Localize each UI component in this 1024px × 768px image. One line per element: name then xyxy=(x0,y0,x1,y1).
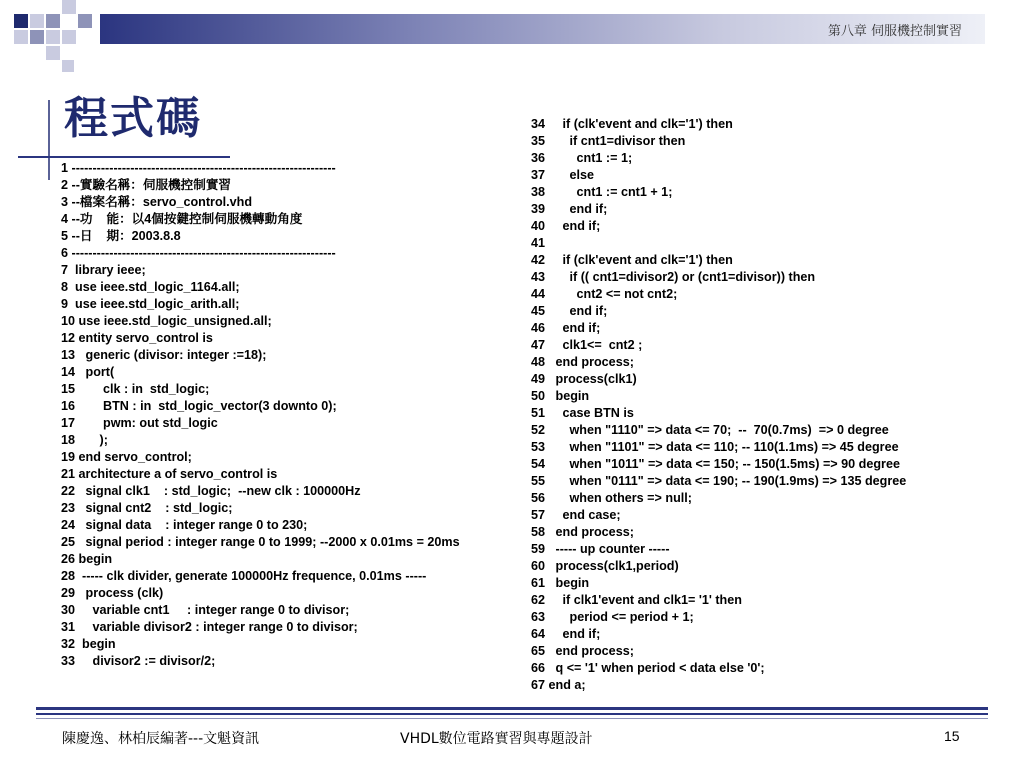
code-line: 23 signal cnt2 : std_logic; xyxy=(61,501,233,515)
code-line: 58 end process; xyxy=(531,525,634,539)
code-line: 25 signal period : integer range 0 to 1999; --2000 x 0.01ms = 20ms xyxy=(61,535,460,549)
code-line: 38 cnt1 := cnt1 + 1; xyxy=(531,185,673,199)
code-line: 9 use ieee.std_logic_arith.all; xyxy=(61,297,240,311)
code-line: 34 if (clk'event and clk='1') then xyxy=(531,117,733,131)
title-underline-rule xyxy=(18,156,230,158)
deco-square xyxy=(62,0,76,14)
code-line: 46 end if; xyxy=(531,321,601,335)
code-line: 63 period <= period + 1; xyxy=(531,610,694,624)
code-line: 47 clk1<= cnt2 ; xyxy=(531,338,643,352)
deco-square xyxy=(14,30,28,44)
code-line: 51 case BTN is xyxy=(531,406,634,420)
code-line: 26 begin xyxy=(61,552,113,566)
code-line: 16 BTN : in std_logic_vector(3 downto 0); xyxy=(61,399,337,413)
deco-square xyxy=(46,30,60,44)
code-line: 55 when "0111" => data <= 190; -- 190(1.9ms) => 135 degree xyxy=(531,474,907,488)
page-number: 15 xyxy=(944,728,960,744)
code-column-left xyxy=(61,160,460,670)
code-line: 7 library ieee; xyxy=(61,263,146,277)
code-line: 4 --功 能：以4個按鍵控制伺服機轉動角度 xyxy=(61,212,303,226)
code-line: 3 --檔案名稱：servo_control.vhd xyxy=(61,195,253,209)
code-line: 56 when others => null; xyxy=(531,491,692,505)
code-line: 6 --------------------------------------------------------------- xyxy=(61,246,336,260)
code-line: 66 q <= '1' when period < data else '0'; xyxy=(531,661,765,675)
code-line: 37 else xyxy=(531,168,595,182)
code-line: 39 end if; xyxy=(531,202,608,216)
code-line: 13 generic (divisor: integer :=18); xyxy=(61,348,267,362)
code-line: 67 end a; xyxy=(531,678,586,692)
code-line: 35 if cnt1=divisor then xyxy=(531,134,686,148)
deco-square xyxy=(30,14,44,28)
code-line: 65 end process; xyxy=(531,644,634,658)
code-line: 40 end if; xyxy=(531,219,601,233)
code-line: 61 begin xyxy=(531,576,590,590)
code-line: 43 if (( cnt1=divisor2) or (cnt1=divisor)) then xyxy=(531,270,816,284)
code-line: 19 end servo_control; xyxy=(61,450,192,464)
chapter-label: 第八章 伺服機控制實習 xyxy=(827,24,962,39)
code-line: 52 when "1110" => data <= 70; -- 70(0.7ms) => 0 degree xyxy=(531,423,889,437)
code-line: 5 --日 期：2003.8.8 xyxy=(61,229,181,243)
code-line: 62 if clk1'event and clk1= '1' then xyxy=(531,593,742,607)
code-line: 1 --------------------------------------------------------------- xyxy=(61,161,336,175)
code-line: 18 ); xyxy=(61,433,108,447)
footer-rule xyxy=(36,713,988,715)
deco-square xyxy=(62,30,76,44)
deco-square xyxy=(30,30,44,44)
code-line: 15 clk : in std_logic; xyxy=(61,382,210,396)
code-line: 29 process (clk) xyxy=(61,586,164,600)
code-line: 24 signal data : integer range 0 to 230; xyxy=(61,518,308,532)
code-line: 59 ----- up counter ----- xyxy=(531,542,670,556)
code-line: 53 when "1101" => data <= 110; -- 110(1.1ms) => 45 degree xyxy=(531,440,899,454)
code-line: 57 end case; xyxy=(531,508,621,522)
code-line: 32 begin xyxy=(61,637,116,651)
code-line: 21 architecture a of servo_control is xyxy=(61,467,278,481)
code-line: 50 begin xyxy=(531,389,590,403)
code-line: 2 --實驗名稱：伺服機控制實習 xyxy=(61,178,232,192)
code-line: 36 cnt1 := 1; xyxy=(531,151,633,165)
code-line: 14 port( xyxy=(61,365,115,379)
code-line: 22 signal clk1 : std_logic; --new clk : 100000Hz xyxy=(61,484,361,498)
title-vertical-rule xyxy=(48,100,50,180)
code-line: 64 end if; xyxy=(531,627,601,641)
code-line: 12 entity servo_control is xyxy=(61,331,213,345)
code-line: 33 divisor2 := divisor/2; xyxy=(61,654,216,668)
code-line: 48 end process; xyxy=(531,355,634,369)
code-line: 28 ----- clk divider, generate 100000Hz frequence, 0.01ms ----- xyxy=(61,569,427,583)
code-line: 49 process(clk1) xyxy=(531,372,637,386)
deco-square xyxy=(14,14,28,28)
footer-rule xyxy=(36,707,988,710)
code-line: 60 process(clk1,period) xyxy=(531,559,679,573)
code-line: 45 end if; xyxy=(531,304,608,318)
code-line: 44 cnt2 <= not cnt2; xyxy=(531,287,678,301)
deco-square xyxy=(62,60,74,72)
code-column-right xyxy=(531,116,906,694)
code-line: 54 when "1011" => data <= 150; -- 150(1.5ms) => 90 degree xyxy=(531,457,900,471)
deco-square xyxy=(46,14,60,28)
slide-title: 程式碼 xyxy=(64,93,202,144)
code-line: 30 variable cnt1 : integer range 0 to divisor; xyxy=(61,603,350,617)
deco-square xyxy=(78,14,92,28)
code-line: 8 use ieee.std_logic_1164.all; xyxy=(61,280,240,294)
footer-book-title: VHDL數位電路實習與專題設計 xyxy=(400,731,593,747)
code-line: 41 xyxy=(531,236,546,250)
code-line: 31 variable divisor2 : integer range 0 to divisor; xyxy=(61,620,358,634)
deco-square xyxy=(46,46,60,60)
code-line: 10 use ieee.std_logic_unsigned.all; xyxy=(61,314,272,328)
code-line: 42 if (clk'event and clk='1') then xyxy=(531,253,733,267)
footer-rule xyxy=(36,718,988,719)
code-line: 17 pwm: out std_logic xyxy=(61,416,218,430)
footer-authors: 陳慶逸、林柏辰編著---文魁資訊 xyxy=(62,731,260,747)
